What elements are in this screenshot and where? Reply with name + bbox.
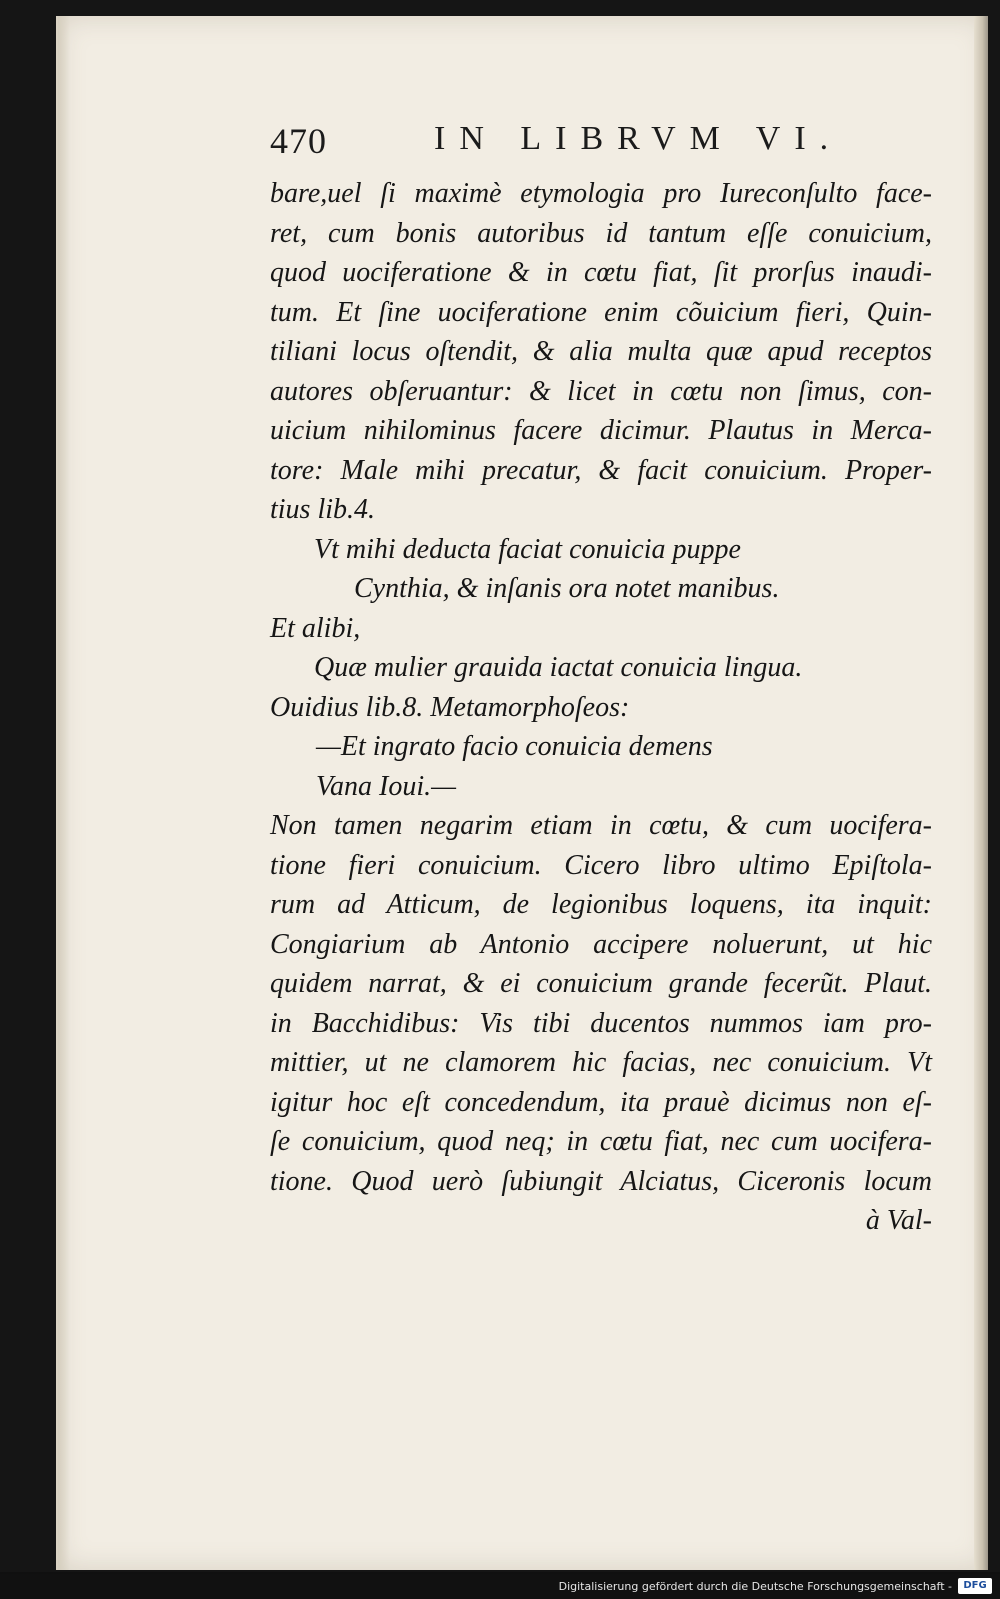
verse-line: Quæ mulier grauida iactat conuicia lingua.: [314, 652, 803, 683]
text-line: quidem narrat, & ei conuicium grande fecerũt. Plaut.: [270, 968, 932, 999]
text-line: autores obſeruantur: & licet in cœtu non ſimus, con-: [270, 375, 932, 407]
text-line: ret, cum bonis autoribus id tantum eſſe conuicium,: [270, 217, 932, 249]
page-number: 470: [270, 121, 327, 161]
text-line: Ouidius lib.8. Metamorphoſeos:: [270, 691, 630, 723]
digitization-footer: [0, 1574, 1000, 1599]
text-line: tione. Quod uerò ſubiungit Alciatus, Ciceronis locum: [270, 1165, 932, 1197]
catchword: à Val-: [865, 1205, 932, 1236]
page-header: [270, 120, 910, 164]
funding-credit: Digitalisierung gefördert durch die Deutsche Forschungsgemeinschaft -: [558, 1580, 952, 1593]
text-line: quod uociferatione & in cœtu fiat, ſit prorſus inaudi-: [270, 257, 932, 288]
verse-line: Vana Ioui.—: [316, 770, 456, 802]
page-gutter-shadow: [58, 16, 70, 1570]
dfg-logo: DFG: [958, 1578, 992, 1594]
verse-line: Cynthia, & inſanis ora notet manibus.: [354, 573, 780, 604]
text-line: rum ad Atticum, de legionibus loquens, ita inquit:: [270, 889, 932, 920]
text-line: tione fieri conuicium. Cicero libro ultimo Epiſtola-: [270, 849, 932, 881]
text-line: in Bacchidibus: Vis tibi ducentos nummos iam pro-: [270, 1007, 932, 1039]
text-line: Congiarium ab Antonio accipere noluerunt, ut hic: [270, 928, 932, 960]
text-line: Non tamen negarim etiam in cœtu, & cum uocifera-: [270, 810, 932, 841]
text-line: tum. Et ſine uociferatione enim cõuicium fieri, Quin-: [270, 296, 932, 328]
text-line: bare,uel ſi maximè etymologia pro Iureconſulto face-: [270, 178, 932, 209]
text-line: uicium nihilominus facere dicimur. Plautus in Merca-: [270, 415, 932, 446]
text-line: tore: Male mihi precatur, & facit conuicium. Proper-: [270, 454, 932, 486]
text-line: Et alibi,: [270, 612, 361, 644]
book-page: [56, 16, 988, 1570]
running-head: IN LIBRVM VI.: [434, 120, 843, 157]
page-edge: [974, 16, 988, 1570]
text-line: ſe conuicium, quod neq; in cœtu fiat, nec cum uocifera-: [270, 1126, 932, 1157]
text-line: tius lib.4.: [270, 494, 376, 525]
text-line: tiliani locus oſtendit, & alia multa quæ apud receptos: [270, 336, 932, 367]
text-line: mittier, ut ne clamorem hic facias, nec conuicium. Vt: [270, 1047, 932, 1078]
verse-line: Vt mihi deducta faciat conuicia puppe: [314, 533, 741, 565]
body-text: [270, 174, 932, 1241]
text-line: igitur hoc eſt concedendum, ita prauè dicimus non eſ-: [270, 1086, 932, 1118]
verse-line: —Et ingrato facio conuicia demens: [316, 731, 713, 762]
